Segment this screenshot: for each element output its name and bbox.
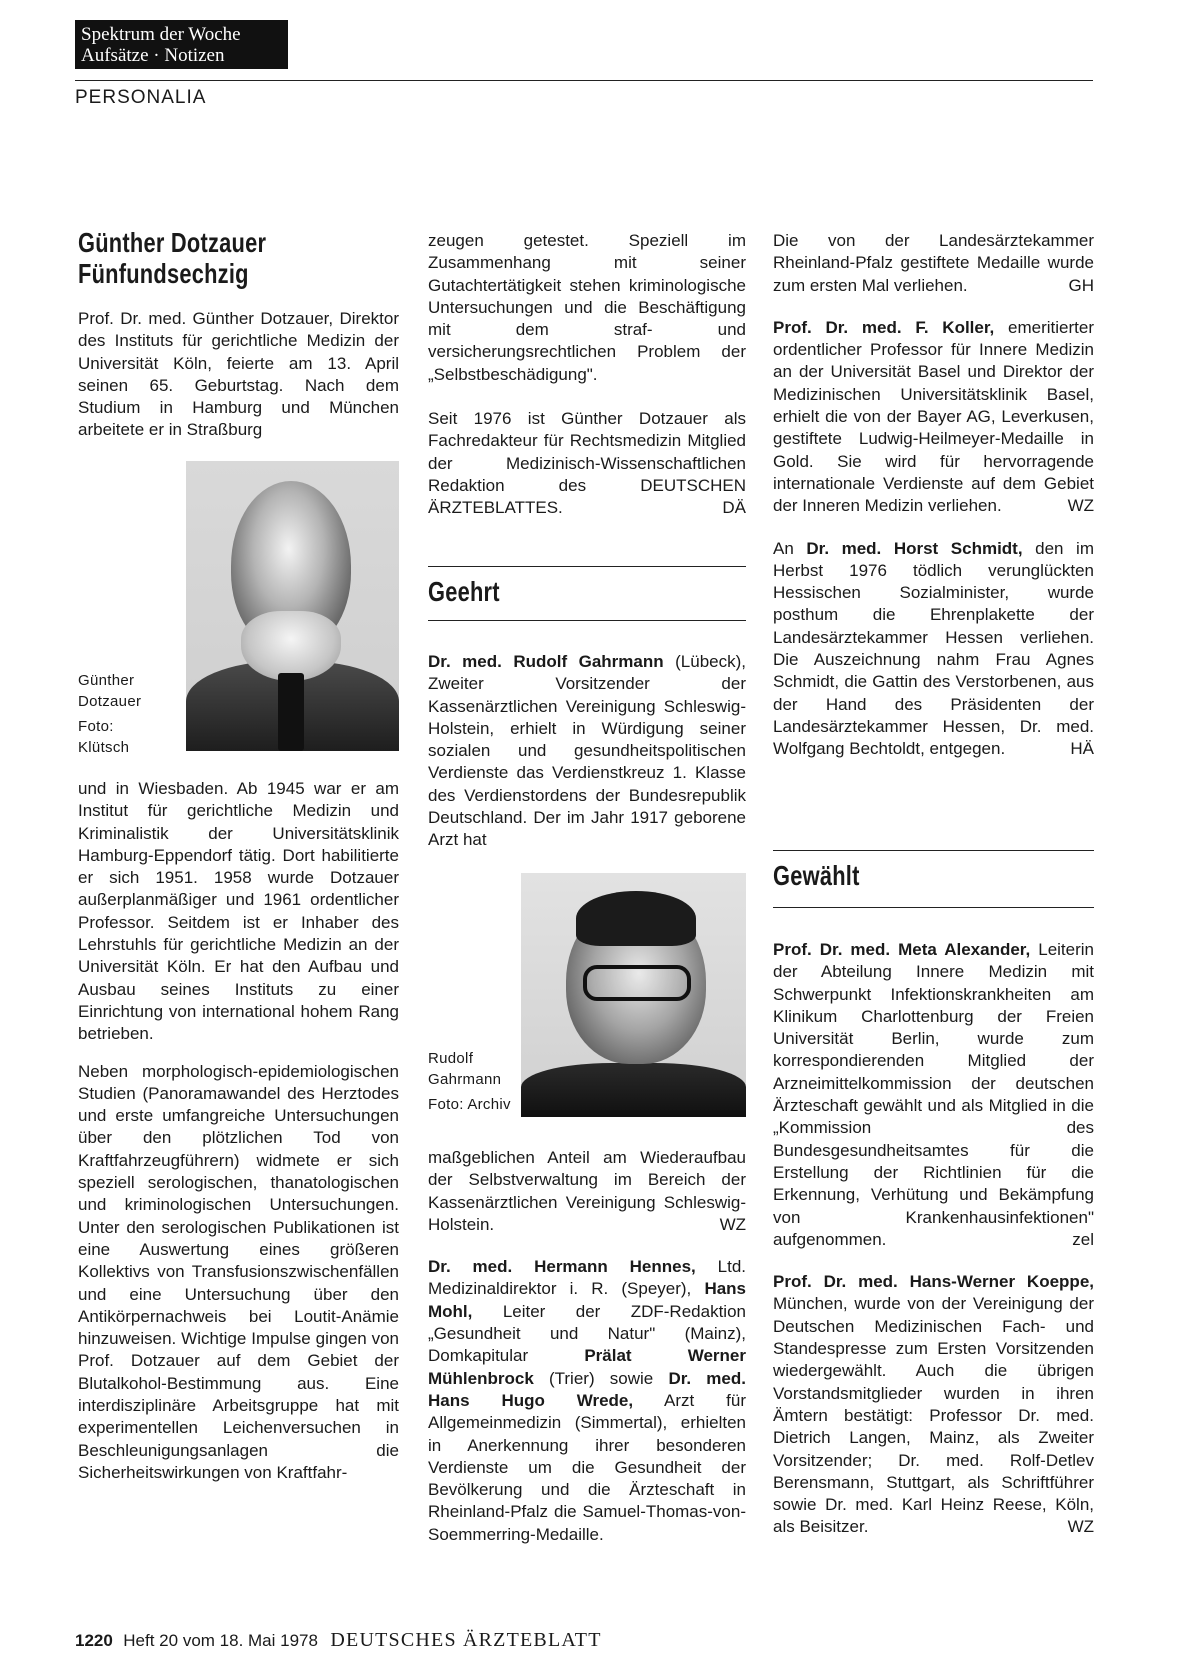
paragraph-text: Ltd. Medizinaldirektor i. R. (Speyer), (428, 1257, 746, 1299)
paragraph: Prof. Dr. med. Günther Dotzauer, Direktor des Instituts für gerichtliche Medizin der Universität Köln, feierte am 13. April seinen 65. Geburtstag. Nach dem Studium in Hamburg und München arbeitete er in Straßburg (78, 309, 399, 440)
caption-foto: Foto: (78, 718, 114, 735)
author-signature: WZ (1067, 1517, 1094, 1537)
article-body-cont (428, 230, 746, 535)
caption-credit: Klütsch (78, 739, 130, 756)
author-signature: WZ (719, 1214, 746, 1234)
article-body (78, 778, 399, 1499)
article-title (78, 227, 266, 289)
paragraph: zeugen getestet. Speziell im Zusammenhang mit seiner Gutachtertätigkeit stehen kriminologische Untersuchungen und die Beschäftigung mit dem straf- und versicherungsrechtlichen Problem der „Selbstbeschädigung". (428, 231, 746, 384)
title-line1: Günther Dotzauer (78, 227, 267, 258)
photo-caption-gahrmann (428, 1048, 511, 1115)
author-signature: zel (1072, 1229, 1094, 1249)
photo-caption-dotzauer (78, 670, 141, 758)
section-heading-geehrt: Geehrt (428, 576, 500, 607)
issue-info: Heft 20 vom 18. Mai 1978 (123, 1631, 318, 1650)
header-rule (75, 80, 1093, 81)
paragraph-text: Leiter der ZDF-Redaktion „Gesundheit und Natur" (Mainz), Domkapitular (428, 1301, 746, 1366)
section-rule (773, 850, 1094, 851)
section-rule (773, 907, 1094, 908)
paragraph-text: den im Herbst 1976 tödlich verunglückten Hessischen Sozialminister, wurde posthum die Ehrenplakette der Landesärztekammer Hessen verliehen. Die Auszeichnung nahm Frau Agnes Schmidt, die Gattin des Verstorbenen, aus der Hand des Präsidenten der Landesärztekammer Hessen, Dr. med. Wolfgang Bechtoldt, entgegen. (773, 538, 1094, 759)
person-name: Dr. med. Hermann Hennes, (428, 1257, 696, 1277)
paragraph (428, 651, 746, 852)
paragraph: und in Wiesbaden. Ab 1945 war er am Institut für gerichtliche Medizin und Kriminalistik der Universitätsklinik Hamburg-Eppendorf tätig. Dort habilitierte er sich 1951. 1958 wurde Dotzauer außerplanmäßiger und 1961 ordentlicher Professor. Seitdem ist er Inhaber des Lehrstuhls für gerichtliche Medizin an der Universität Köln. Er hat den Aufbau und Ausbau seines Instituts zu einer Einrichtung von international hohem Rang betrieben. (78, 779, 399, 1044)
title-line2: Fünfundsechzig (78, 258, 249, 289)
paragraph-text: München, wurde von der Vereinigung der Deutschen Medizinischen Fach- und Standespresse zum Ersten Vorsitzenden wiedergewählt. Auch die übrigen Vorstandsmitglieder wurden in ihren Ämtern bestätigt: Professor Dr. med. Dietrich Langen, Mainz, als Zweiter Vorsitzender; Dr. med. Rolf-Detlev Berensmann, Stuttgart, als Schriftführer sowie Dr. med. Karl Heinz Reese, Köln, als Beisitzer. (773, 1294, 1094, 1537)
author-signature: HÄ (1070, 739, 1094, 759)
paragraph-text: emeritierter ordentlicher Professor für Innere Medizin an der Universität Basel und Direktor der Medizinischen Universitätsklinik Basel, erhielt die von der Bayer AG, Leverkusen, gestiftete Ludwig-Heilmeyer-Medaille in Gold. Sie wird für hervorragende internationale Verdienste auf dem Gebiet der Inneren Medizin verliehen. (773, 317, 1094, 516)
masthead-box (75, 20, 288, 69)
geehrt-entry-gahrmann (428, 651, 746, 867)
paragraph (773, 1271, 1094, 1539)
geehrt-entries (428, 1147, 746, 1561)
paragraph (773, 230, 1094, 297)
paragraph-text: (Trier) sowie (548, 1368, 654, 1388)
paragraph-text: An (773, 538, 794, 558)
paragraph (428, 1147, 746, 1236)
caption-name: Günther (78, 672, 135, 689)
geehrt-entries-col3 (773, 230, 1094, 776)
person-name: Dr. med. Horst Schmidt, (806, 538, 1023, 558)
masthead-line1: Spektrum der Woche (81, 24, 241, 45)
author-signature: GH (1068, 275, 1094, 295)
journal-name: DEUTSCHES ÄRZTEBLATT (330, 1629, 602, 1651)
paragraph (428, 1256, 746, 1546)
person-name: Prof. Dr. med. Meta Alexander, (773, 940, 1031, 959)
person-name: Hans Mohl, (428, 1279, 747, 1321)
person-name: Prof. Dr. med. Hans-Werner Koeppe, (773, 1272, 1094, 1292)
paragraph (773, 317, 1094, 518)
article-intro (78, 308, 399, 457)
caption-foto: Foto: Archiv (428, 1096, 511, 1113)
section-heading-gewaehlt: Gewählt (773, 860, 860, 891)
paragraph-text: Die von der Landesärztekammer Rheinland-Pfalz gestiftete Medaille wurde zum ersten Mal verliehen. (773, 231, 1094, 295)
portrait-photo-gahrmann (521, 873, 746, 1117)
masthead-line2: Aufsätze · Notizen (81, 45, 225, 66)
author-signature: WZ (1067, 496, 1094, 516)
page-footer (75, 1629, 602, 1652)
paragraph-text: (Lübeck), Zweiter Vorsitzender der Kassenärztlichen Vereinigung Schleswig-Holstein, erhielt in Würdigung seiner sozialen und gesundheitspolitischen Verdienste das Verdienstkreuz 1. Klasse des Verdienstordens der Bundesrepublik Deutschland. Der im Jahr 1917 geborene Arzt hat (428, 652, 746, 850)
paragraph-text: Arzt für Allgemeinmedizin (Simmertal), erhielten in Anerkennung ihrer besonderen Verdienste um die Gesundheit der Bevölkerung und die Ärzteschaft in Rheinland-Pfalz die Samuel-Thomas-von-Soemmerring-Medaille. (428, 1390, 746, 1544)
caption-name: Rudolf (428, 1050, 474, 1067)
paragraph-text: Seit 1976 ist Günther Dotzauer als Fachredakteur für Rechtsmedizin Mitglied der Medizinisch-Wissenschaftlichen Redaktion des DEUTSCHEN ÄRZTEBLATTES. (428, 409, 746, 518)
paragraph: Neben morphologisch-epidemiologischen Studien (Panoramawandel des Herztodes und erste umfangreiche Untersuchungen über den plötzlichen Tod von Kraftfahrzeugführern) widmete er sich speziell serologischen, thanatologischen und kriminologischen Untersuchungen. Unter den serologischen Publikationen ist eine Auswertung eines größeren Kollektivs von Transfusionszwischenfällen und eine Untersuchung über den Antikörpernachweis bei Loutit-Anämie hinzuweisen. Wichtige Impulse gingen von Prof. Dotzauer auf dem Gebiet der Blutalkohol-Bestimmung aus. Eine interdisziplinäre Arbeitsgruppe hat mit experimentellen Leichenversuchen in Beschleunigungsanlagen die Sicherheitswirkungen von Kraftfahr- (78, 1061, 399, 1482)
author-signature: DÄ (722, 498, 746, 518)
paragraph-text: maßgeblichen Anteil am Wiederaufbau der Selbstverwaltung im Bereich der Kassenärztlichen Vereinigung Schleswig-Holstein. (428, 1148, 746, 1234)
gewaehlt-entries (773, 939, 1094, 1554)
section-rule (428, 620, 746, 621)
paragraph (773, 538, 1094, 761)
page-number: 1220 (75, 1631, 113, 1650)
person-name: Prälat Werner Mühlenbrock (428, 1346, 746, 1388)
person-name: Prof. Dr. med. F. Koller, (773, 317, 995, 337)
person-name: Dr. med. Hans Hugo Wrede, (428, 1368, 746, 1410)
paragraph (773, 939, 1094, 1251)
caption-name: Dotzauer (78, 693, 142, 710)
paragraph (428, 408, 746, 519)
section-rule (428, 566, 746, 567)
portrait-photo-dotzauer (186, 461, 399, 751)
paragraph-text: Leiterin der Abteilung Innere Medizin mit Schwerpunkt Infektionskrankheiten am Klinikum Charlottenburg der Freien Universität Berlin, wurde zum korrespondierenden Mitglied der Arzneimittelkommission der deutschen Ärzteschaft gewählt und als Mitglied in die „Kommission des Bundesgesundheitsamtes für die Erstellung der Richtlinien für die Erkennung, Verhütung und Bekämpfung von Krankenhausinfektionen" aufgenommen. (773, 940, 1094, 1249)
person-name: Dr. med. Rudolf Gahrmann (428, 652, 664, 671)
caption-name: Gahrmann (428, 1071, 502, 1088)
section-label: PERSONALIA (75, 87, 207, 108)
